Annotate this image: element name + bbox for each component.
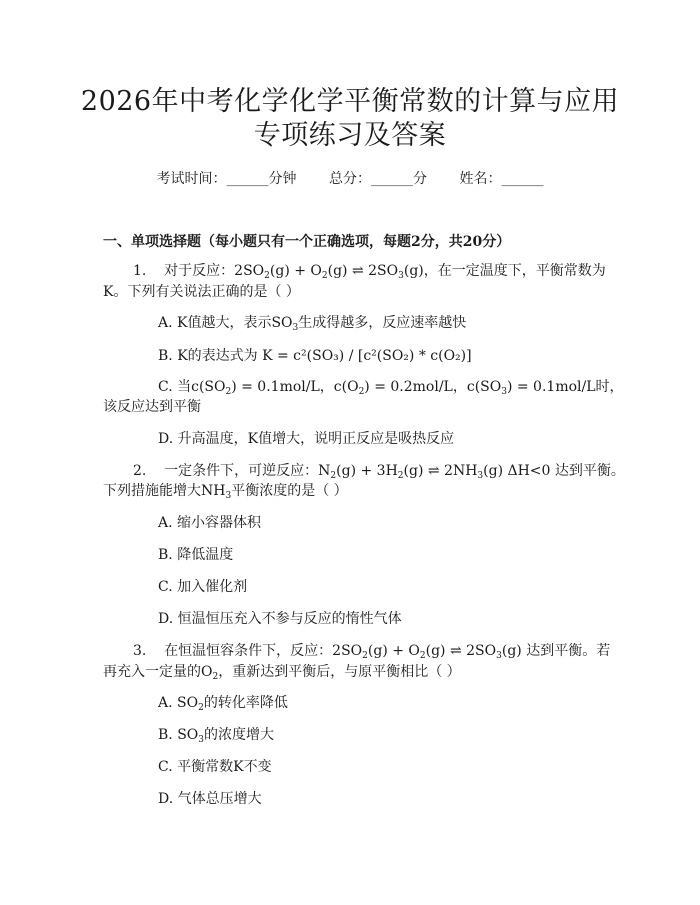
q3-opt-a-sub: 2 [198,703,204,713]
q3-sub-3: 3 [496,651,502,661]
q2-cont-sub: 3 [225,491,232,501]
q1-text-d: (g)，在一定温度下，平衡常数为 [403,263,606,279]
question-2-stem-cont [103,482,348,500]
q1-opt-c-sub-1: 2 [225,387,232,397]
question-1-option-a[interactable] [158,314,466,332]
q3-sub-1: 2 [362,651,368,661]
question-1-stem [133,262,606,280]
question-1-option-d[interactable]: D. 升高温度，K值增大，说明正反应是吸热反应 [158,431,455,447]
question-2-stem [133,462,625,480]
q3-opt-b-sub: 3 [198,735,204,745]
question-2-option-c[interactable]: C. 加入催化剂 [158,579,248,595]
page-title-line1: 2026年中考化学化学平衡常数的计算与应用 [80,86,620,117]
question-3-stem [133,642,610,660]
q1-opt-c-text-d: ) = 0.1mol/L时， [506,379,624,395]
q2-text-c: (g) ⇌ 2NH [403,463,478,479]
q1-opt-a-text-b: 生成得越多，反应速率越快 [298,315,467,331]
question-3-option-c[interactable]: C. 平衡常数K不变 [158,759,272,775]
q3-cont-sub: 2 [212,672,219,682]
q1-opt-c-text-b: ) = 0.1mol/L，c(O [231,379,359,395]
q3-cont-a: 再充入一定量的O [103,664,213,680]
q2-sub-2: 2 [397,471,404,481]
question-3-option-b[interactable] [158,726,274,744]
exam-score: 总分：______分 [329,171,427,187]
question-2-number: 2. [133,463,147,479]
q1-text-b: (g) + O [269,263,322,279]
question-2-option-b[interactable]: B. 降低温度 [158,547,234,563]
q2-cont-a: 下列措施能增大NH [103,483,226,499]
q2-text-b: (g) + 3H [336,463,398,479]
q3-opt-b-text-a: B. SO [158,727,199,743]
q1-opt-c-text-c: ) = 0.2mol/L，c(SO [364,379,502,395]
q3-cont-b: ，重新达到平衡后，与原平衡相比（ ） [218,664,461,680]
q1-opt-c-sub-2: 2 [358,387,365,397]
question-1-option-b[interactable]: B. K的表达式为 K = c²(SO₃) / [c²(SO₂) * c(O₂)] [158,348,472,364]
question-2-option-d[interactable]: D. 恒温恒压充入不参与反应的惰性气体 [158,611,402,627]
q1-text-a: 对于反应：2SO [164,263,265,279]
q2-sub-3: 3 [477,471,484,481]
q3-opt-a-text-a: A. SO [158,695,199,711]
question-3-option-a[interactable] [158,694,288,712]
q1-text-c: (g) ⇌ 2SO [327,263,399,279]
q3-text-a: 在恒温恒容条件下，反应：2SO [164,643,363,659]
q2-cont-b: 平衡浓度的是（ ） [231,483,348,499]
exam-time: 考试时间：______分钟 [156,171,297,187]
exam-meta [0,168,700,188]
question-1-option-c-cont: 该反应达到平衡 [103,399,201,415]
q1-sub-2: 2 [321,271,328,281]
student-name: 姓名：______ [459,171,544,187]
q1-sub-3: 3 [398,271,404,281]
q3-opt-b-text-b: 的浓度增大 [204,727,274,743]
question-1-option-c[interactable] [158,378,624,396]
q1-opt-c-text-a: C. 当c(SO [158,379,226,395]
q3-text-c: (g) ⇌ 2SO [425,643,497,659]
q1-sub-1: 2 [264,271,270,281]
question-1-number: 1. [133,263,147,279]
q1-opt-a-text-a: A. K值越大，表示SO [158,315,293,331]
q1-opt-c-sub-3: 3 [501,387,507,397]
question-1-stem-cont: K。下列有关说法正确的是（ ） [103,284,300,300]
q3-text-d: (g) 达到平衡。若 [501,643,611,659]
question-2-option-a[interactable]: A. 缩小容器体积 [158,515,262,531]
q2-text-d: (g) ΔH<0 达到平衡。 [483,463,625,479]
q3-text-b: (g) + O [367,643,420,659]
q3-sub-2: 2 [419,651,426,661]
q1-opt-a-sub: 3 [292,323,299,333]
page-title-line2: 专项练习及答案 [253,120,447,151]
question-3-number: 3. [133,643,147,659]
q2-sub-1: 2 [330,471,337,481]
question-3-option-d[interactable]: D. 气体总压增大 [158,791,262,807]
q2-text-a: 一定条件下，可逆反应：N [164,463,331,479]
question-3-stem-cont [103,663,461,681]
section-heading-single-choice: 一、单项选择题（每小题只有一个正确选项，每题2分，共20分） [103,234,511,250]
q3-opt-a-text-b: 的转化率降低 [203,695,288,711]
